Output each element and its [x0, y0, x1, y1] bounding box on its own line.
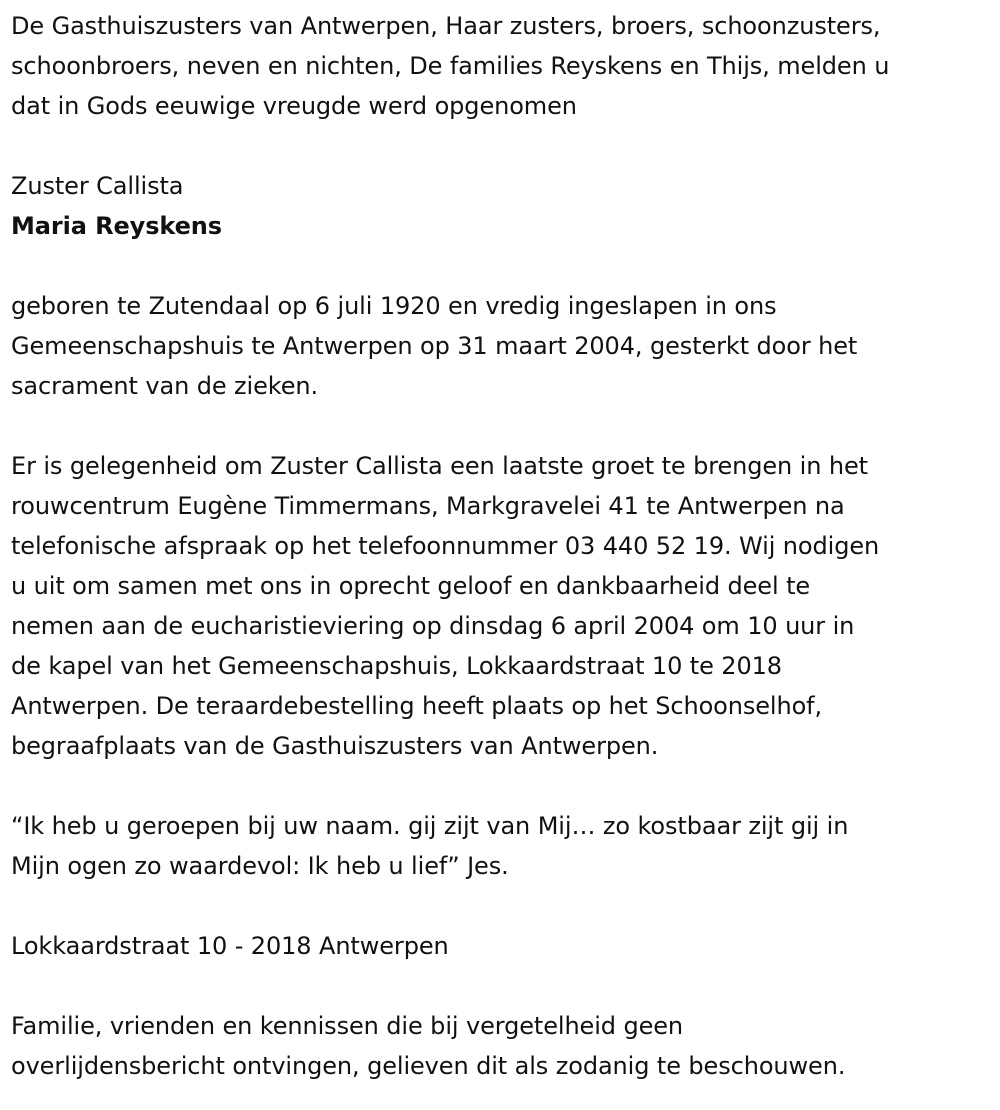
paragraph-spacer [11, 966, 993, 1006]
ceremony-line: de kapel van het Gemeenschapshuis, Lokkaardstraat 10 te 2018 [11, 652, 782, 680]
closing-line: overlijdensbericht ontvingen, gelieven dit als zodanig te beschouwen. [11, 1052, 846, 1080]
birth-death-paragraph [11, 286, 993, 406]
birth-death-line: geboren te Zutendaal op 6 juli 1920 en vredig ingeslapen in ons [11, 292, 777, 320]
paragraph-spacer [11, 886, 993, 926]
birth-death-line: sacrament van de zieken. [11, 372, 319, 400]
intro-line: De Gasthuiszusters van Antwerpen, Haar zusters, broers, schoonzusters, [11, 12, 881, 40]
quote-paragraph [11, 806, 993, 886]
ceremony-line: rouwcentrum Eugène Timmermans, Markgravelei 41 te Antwerpen na [11, 492, 845, 520]
paragraph-spacer [11, 766, 993, 806]
ceremony-line: Antwerpen. De teraardebestelling heeft plaats op het Schoonselhof, [11, 692, 823, 720]
ceremony-line: u uit om samen met ons in oprecht geloof en dankbaarheid deel te [11, 572, 811, 600]
intro-line: dat in Gods eeuwige vreugde werd opgenomen [11, 92, 577, 120]
ceremony-line: Er is gelegenheid om Zuster Callista een laatste groet te brengen in het [11, 452, 868, 480]
paragraph-spacer [11, 246, 993, 286]
ceremony-paragraph [11, 446, 993, 766]
deceased-full-name: Maria Reyskens [11, 212, 222, 240]
religious-name: Zuster Callista [11, 172, 184, 200]
intro-paragraph [11, 6, 993, 126]
intro-line: schoonbroers, neven en nichten, De families Reyskens en Thijs, melden u [11, 52, 890, 80]
paragraph-spacer [11, 406, 993, 446]
ceremony-line: nemen aan de eucharistieviering op dinsdag 6 april 2004 om 10 uur in [11, 612, 855, 640]
closing-paragraph [11, 1006, 993, 1086]
birth-death-line: Gemeenschapshuis te Antwerpen op 31 maart 2004, gesterkt door het [11, 332, 858, 360]
ceremony-line: begraafplaats van de Gasthuiszusters van Antwerpen. [11, 732, 659, 760]
address-line: Lokkaardstraat 10 - 2018 Antwerpen [11, 932, 449, 960]
paragraph-spacer [11, 126, 993, 166]
quote-line: “Ik heb u geroepen bij uw naam. gij zijt van Mij… zo kostbaar zijt gij in [11, 812, 849, 840]
obituary-document [11, 6, 993, 1086]
quote-line: Mijn ogen zo waardevol: Ik heb u lief” Jes. [11, 852, 509, 880]
closing-line: Familie, vrienden en kennissen die bij vergetelheid geen [11, 1012, 684, 1040]
ceremony-line: telefonische afspraak op het telefoonnummer 03 440 52 19. Wij nodigen [11, 532, 880, 560]
